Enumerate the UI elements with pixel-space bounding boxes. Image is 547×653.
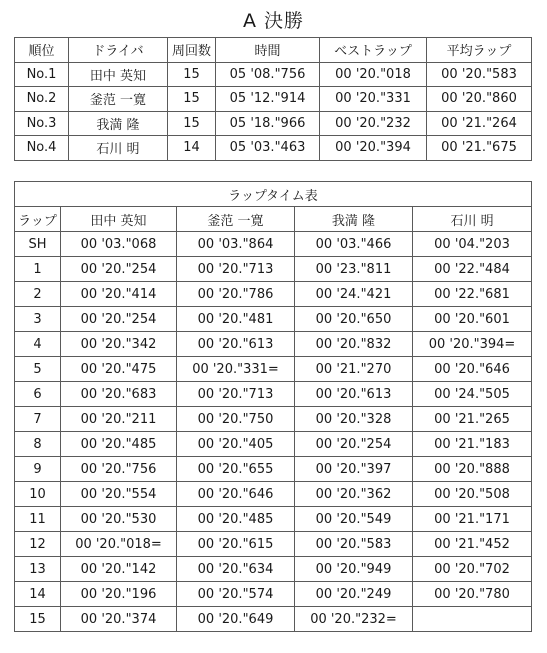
table-cell: 00 '20."549: [295, 507, 413, 532]
table-cell: 00 '20."601: [413, 307, 532, 332]
table-cell: 00 '20."646: [177, 482, 295, 507]
table-cell: 00 '20."634: [177, 557, 295, 582]
table-cell: 00 '20."414: [61, 282, 177, 307]
table-cell: 00 '20."397: [295, 457, 413, 482]
table-cell: 00 '20."615: [177, 532, 295, 557]
table-cell: 00 '04."203: [413, 232, 532, 257]
table-cell: 00 '20."196: [61, 582, 177, 607]
table-cell: 00 '20."649: [177, 607, 295, 632]
table-cell: 00 '20."249: [295, 582, 413, 607]
table-cell: 00 '20."583: [295, 532, 413, 557]
lap-header-row: [15, 207, 532, 232]
table-cell: 00 '20."485: [177, 507, 295, 532]
header-rank: 順位: [15, 38, 69, 63]
table-cell: 00 '20."554: [61, 482, 177, 507]
table-cell: 00 '20."832: [295, 332, 413, 357]
lap-row: [15, 357, 532, 382]
header-laps: 周回数: [168, 38, 216, 63]
table-cell: 釜范 一寛: [69, 87, 168, 112]
table-cell: 00 '20."583: [427, 62, 532, 87]
table-cell: 00 '20."394=: [413, 332, 532, 357]
table-cell: 00 '20."949: [295, 557, 413, 582]
results-row: [15, 111, 532, 136]
lap-row: [15, 507, 532, 532]
table-cell: 00 '20."232: [320, 111, 427, 136]
lap-row: [15, 332, 532, 357]
table-cell: 00 '21."171: [413, 507, 532, 532]
table-cell: No.4: [15, 136, 69, 161]
table-cell: 9: [15, 457, 61, 482]
table-cell: 00 '24."505: [413, 382, 532, 407]
table-cell: 00 '20."254: [61, 307, 177, 332]
table-cell: 00 '20."530: [61, 507, 177, 532]
table-cell: 1: [15, 257, 61, 282]
table-cell: 00 '23."811: [295, 257, 413, 282]
table-cell: 00 '03."068: [61, 232, 177, 257]
lap-row: [15, 407, 532, 432]
results-header-row: [15, 38, 532, 63]
results-row: [15, 87, 532, 112]
table-cell: 00 '21."675: [427, 136, 532, 161]
page-title: A 決勝: [242, 10, 305, 32]
table-cell: 15: [168, 111, 216, 136]
table-cell: 00 '21."264: [427, 111, 532, 136]
table-cell: 00 '20."780: [413, 582, 532, 607]
table-cell: No.1: [15, 62, 69, 87]
header-driver: ドライバ: [69, 38, 168, 63]
table-cell: 00 '20."702: [413, 557, 532, 582]
table-cell: 00 '20."481: [177, 307, 295, 332]
header-driver-1: 田中 英知: [61, 207, 177, 232]
table-cell: 7: [15, 407, 61, 432]
table-cell: 00 '22."484: [413, 257, 532, 282]
table-cell: No.3: [15, 111, 69, 136]
lap-row: [15, 382, 532, 407]
table-cell: 00 '20."860: [427, 87, 532, 112]
lap-row: [15, 482, 532, 507]
table-cell: 4: [15, 332, 61, 357]
results-row: [15, 136, 532, 161]
table-cell: 00 '03."864: [177, 232, 295, 257]
table-cell: 2: [15, 282, 61, 307]
lap-row: [15, 307, 532, 332]
header-average-lap: 平均ラップ: [427, 38, 532, 63]
table-cell: 00 '20."394: [320, 136, 427, 161]
table-cell: 00 '20."613: [177, 332, 295, 357]
table-cell: 00 '20."888: [413, 457, 532, 482]
table-cell: 05 '12."914: [216, 87, 320, 112]
lap-row: [15, 432, 532, 457]
table-cell: 05 '18."966: [216, 111, 320, 136]
table-cell: 12: [15, 532, 61, 557]
table-cell: 00 '21."183: [413, 432, 532, 457]
table-cell: 00 '20."750: [177, 407, 295, 432]
lap-time-table: [14, 181, 532, 632]
results-table: [14, 37, 532, 161]
table-cell: 00 '20."508: [413, 482, 532, 507]
table-cell: 13: [15, 557, 61, 582]
lap-table-caption: ラップタイム表: [15, 182, 532, 207]
table-cell: 00 '20."574: [177, 582, 295, 607]
table-cell: 00 '20."331: [320, 87, 427, 112]
lap-row: [15, 282, 532, 307]
table-cell: 00 '21."265: [413, 407, 532, 432]
lap-caption-row: [15, 182, 532, 207]
lap-row: [15, 257, 532, 282]
table-cell: SH: [15, 232, 61, 257]
lap-row: [15, 457, 532, 482]
table-cell: 14: [15, 582, 61, 607]
table-cell: 00 '20."713: [177, 257, 295, 282]
table-cell: 15: [15, 607, 61, 632]
table-cell: 00 '20."362: [295, 482, 413, 507]
table-cell: 00 '22."681: [413, 282, 532, 307]
table-cell: 00 '20."646: [413, 357, 532, 382]
table-cell: 11: [15, 507, 61, 532]
table-cell: 00 '20."142: [61, 557, 177, 582]
table-cell: 00 '20."683: [61, 382, 177, 407]
table-cell: 00 '20."786: [177, 282, 295, 307]
header-driver-3: 我満 隆: [295, 207, 413, 232]
table-cell: 00 '20."018=: [61, 532, 177, 557]
table-cell: 10: [15, 482, 61, 507]
table-cell: 00 '21."270: [295, 357, 413, 382]
table-cell: 00 '24."421: [295, 282, 413, 307]
table-cell: 00 '20."374: [61, 607, 177, 632]
table-cell: 00 '20."018: [320, 62, 427, 87]
header-lap: ラップ: [15, 207, 61, 232]
table-cell: No.2: [15, 87, 69, 112]
table-cell: 5: [15, 357, 61, 382]
table-cell: 石川 明: [69, 136, 168, 161]
table-cell: 00 '03."466: [295, 232, 413, 257]
lap-row: [15, 232, 532, 257]
table-cell: 3: [15, 307, 61, 332]
table-cell: 05 '03."463: [216, 136, 320, 161]
header-driver-4: 石川 明: [413, 207, 532, 232]
lap-row: [15, 532, 532, 557]
table-cell: 00 '20."211: [61, 407, 177, 432]
header-best-lap: ベストラップ: [320, 38, 427, 63]
table-cell: 8: [15, 432, 61, 457]
table-cell: 00 '20."342: [61, 332, 177, 357]
table-cell: 00 '20."485: [61, 432, 177, 457]
table-cell: 00 '21."452: [413, 532, 532, 557]
table-cell: 6: [15, 382, 61, 407]
table-cell: 00 '20."713: [177, 382, 295, 407]
table-cell: 00 '20."405: [177, 432, 295, 457]
header-driver-2: 釜范 一寛: [177, 207, 295, 232]
table-cell: 00 '20."613: [295, 382, 413, 407]
table-cell: 00 '20."254: [295, 432, 413, 457]
table-cell: 00 '20."232=: [295, 607, 413, 632]
table-cell: 00 '20."756: [61, 457, 177, 482]
table-cell: 00 '20."655: [177, 457, 295, 482]
table-cell: 00 '20."650: [295, 307, 413, 332]
table-cell: 00 '20."254: [61, 257, 177, 282]
results-row: [15, 62, 532, 87]
table-cell: 00 '20."331=: [177, 357, 295, 382]
table-cell: 00 '20."328: [295, 407, 413, 432]
table-cell: 05 '08."756: [216, 62, 320, 87]
table-cell: 14: [168, 136, 216, 161]
table-cell: 00 '20."475: [61, 357, 177, 382]
table-cell: 田中 英知: [69, 62, 168, 87]
table-cell: 15: [168, 87, 216, 112]
table-cell: 15: [168, 62, 216, 87]
header-time: 時間: [216, 38, 320, 63]
table-cell: [413, 607, 532, 632]
lap-row: [15, 607, 532, 632]
table-cell: 我満 隆: [69, 111, 168, 136]
lap-row: [15, 557, 532, 582]
lap-row: [15, 582, 532, 607]
